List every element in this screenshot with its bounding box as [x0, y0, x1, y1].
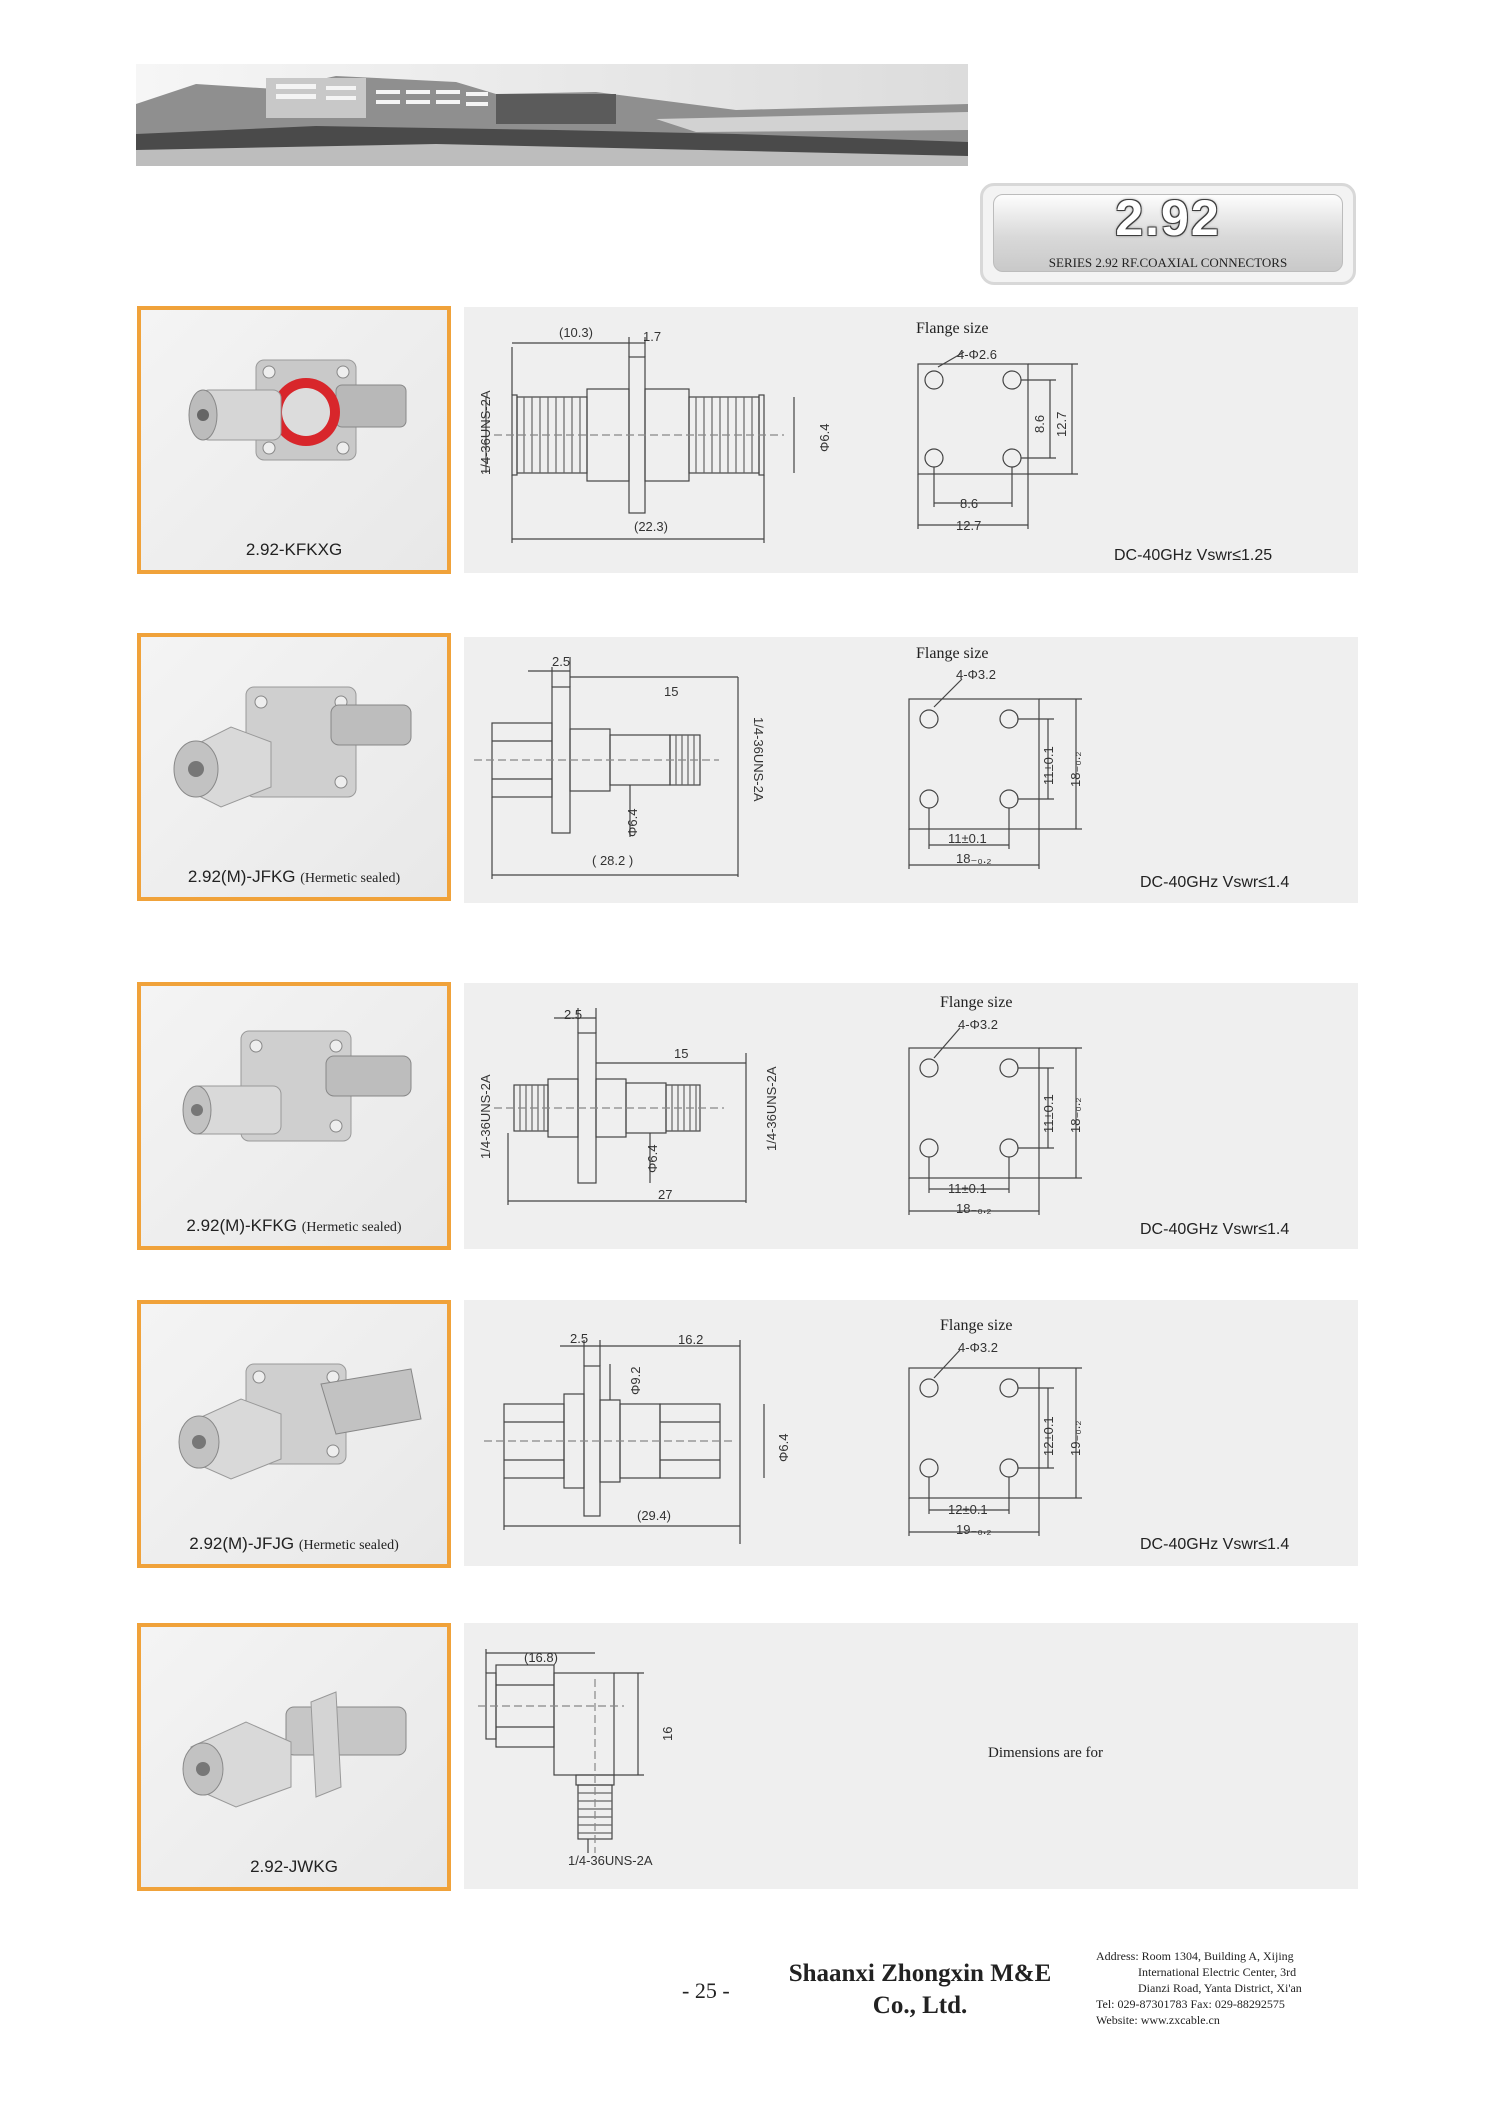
- connector-photo-icon: [161, 1647, 431, 1847]
- dim-inner-v: 8.6: [1032, 414, 1047, 433]
- connector-photo-icon: [161, 330, 431, 530]
- dim-outer-v: 19₋₀.₂: [1068, 1420, 1083, 1456]
- product-name-5: 2.92-JWKG: [250, 1857, 338, 1876]
- spec-text-3: DC-40GHz Vswr≤1.4: [1140, 1221, 1290, 1238]
- address-line-1: Address: Room 1304, Building A, Xijing: [1096, 1949, 1294, 1963]
- dim-d1: 2.5: [570, 1331, 589, 1346]
- dim-inner-v: 11±0.1: [1041, 746, 1056, 785]
- dim-d1: 2.5: [552, 654, 571, 669]
- dim-total: (22.3): [634, 519, 668, 534]
- drawing-panel-1: [464, 307, 1358, 573]
- dim-diameter: Φ6.4: [625, 808, 640, 837]
- sealed-note-3: (Hermetic sealed): [301, 1220, 402, 1235]
- company-line-2: Co., Ltd.: [872, 1992, 968, 2019]
- product-name-1: 2.92-KFKXG: [245, 540, 343, 559]
- dim-d2: 1.7: [643, 329, 662, 344]
- technical-drawing-5: [464, 1623, 1358, 1889]
- dim-total: (29.4): [637, 1508, 671, 1523]
- dim-thread: 1/4-36UNS-2A: [478, 390, 493, 475]
- drawing-panel-3: [464, 983, 1358, 1249]
- dim-thread: 1/4-36UNS-2A: [751, 717, 766, 802]
- drawing-panel-5: [464, 1623, 1358, 1889]
- dim-d1: 2.5: [564, 1007, 583, 1022]
- dim-d2: 15: [674, 1046, 689, 1061]
- connector-photo-icon: [161, 1324, 431, 1524]
- dim-diameter: Φ6.4: [817, 423, 832, 452]
- spec-text-1: DC-40GHz Vswr≤1.25: [1114, 547, 1273, 564]
- product-name-2: 2.92(M)-JFKG: [187, 867, 296, 886]
- flange-size-label: Flange size: [940, 1317, 1013, 1334]
- company-line-1: Shaanxi Zhongxin M&E: [788, 1960, 1052, 1987]
- dim-thread-right: 1/4-36UNS-2A: [764, 1066, 779, 1151]
- dim-holes: 4-Φ3.2: [956, 667, 997, 682]
- product-photo-3: [137, 982, 451, 1250]
- dim-inner-h: 8.6: [960, 496, 979, 511]
- spec-text-2: DC-40GHz Vswr≤1.4: [1140, 874, 1290, 891]
- address-line-3: Dianzi Road, Yanta District, Xi'an: [1138, 1981, 1302, 1995]
- dim-d1: (16.8): [524, 1650, 558, 1665]
- dim-inner-h: 11±0.1: [948, 831, 987, 846]
- series-subtitle: SERIES 2.92 RF.COAXIAL CONNECTORS: [1048, 255, 1288, 270]
- dim-d2: 15: [664, 684, 679, 699]
- spec-text-4: DC-40GHz Vswr≤1.4: [1140, 1536, 1290, 1553]
- dim-outer-h: 19₋₀.₂: [956, 1522, 992, 1537]
- dim-total: ( 28.2 ): [592, 853, 634, 868]
- technical-drawing-4: [464, 1300, 1358, 1566]
- dim-height: 16: [660, 1726, 675, 1741]
- page-number: - 25 -: [682, 1978, 730, 2003]
- flange-size-label: Flange size: [916, 645, 989, 662]
- connector-photo-icon: [161, 657, 431, 857]
- product-photo-2: [137, 633, 451, 901]
- dim-inner-v: 12±0.1: [1041, 1416, 1056, 1456]
- dim-diameter: Φ6.4: [645, 1144, 660, 1173]
- dim-inner-h: 11±0.1: [948, 1181, 987, 1196]
- dim-outer-v: 12.7: [1054, 411, 1069, 437]
- dim-thread: 1/4-36UNS-2A: [568, 1853, 653, 1868]
- dim-outer-h: 12.7: [956, 518, 982, 533]
- product-photo-5: [137, 1623, 451, 1891]
- product-name-4: 2.92(M)-JFJG: [189, 1534, 295, 1553]
- dimensions-note: Dimensions are for: [988, 1745, 1103, 1761]
- product-name-3: 2.92(M)-KFKG: [186, 1216, 297, 1235]
- dim-total: 27: [658, 1187, 673, 1202]
- dim-inner-v: 11±0.1: [1041, 1094, 1056, 1133]
- series-badge: [980, 183, 1356, 285]
- connector-photo-icon: [161, 1006, 431, 1206]
- dim-outer-h: 18₋₀.₂: [956, 851, 992, 866]
- dim-inner-h: 12±0.1: [948, 1502, 988, 1517]
- technical-drawing-1: [464, 307, 1358, 573]
- header-banner-image: [136, 64, 968, 166]
- technical-drawing-3: [464, 983, 1358, 1249]
- drawing-panel-2: [464, 637, 1358, 903]
- dim-diameter-2: Φ9.2: [628, 1366, 643, 1395]
- address-line-4: Tel: 029-87301783 Fax: 029-88292575: [1096, 1997, 1285, 2011]
- company-address: [1096, 1948, 1356, 2028]
- dim-outer-h: 18₋₀.₂: [956, 1201, 992, 1216]
- dim-d1: (10.3): [559, 325, 593, 340]
- address-line-5: Website: www.zxcable.cn: [1096, 2013, 1220, 2027]
- dim-thread-left: 1/4-36UNS-2A: [478, 1074, 493, 1159]
- drawing-panel-4: [464, 1300, 1358, 1566]
- flange-size-label: Flange size: [940, 994, 1013, 1011]
- product-photo-1: [137, 306, 451, 574]
- dim-outer-v: 18₋₀.₂: [1068, 1097, 1083, 1133]
- product-photo-4: [137, 1300, 451, 1568]
- dim-diameter: Φ6.4: [776, 1433, 791, 1462]
- dim-d2: 16.2: [678, 1332, 704, 1347]
- sealed-note-4: (Hermetic sealed): [298, 1538, 399, 1553]
- sealed-note-2: (Hermetic sealed): [300, 871, 401, 886]
- dim-holes: 4-Φ3.2: [958, 1340, 999, 1355]
- flange-size-label: Flange size: [916, 320, 989, 337]
- dim-holes: 4-Φ2.6: [957, 347, 998, 362]
- company-name: [760, 1958, 1080, 2022]
- address-line-2: International Electric Center, 3rd: [1138, 1965, 1297, 1979]
- dim-outer-v: 18₋₀.₂: [1068, 751, 1083, 787]
- dim-holes: 4-Φ3.2: [958, 1017, 999, 1032]
- series-title: 2.92: [1115, 190, 1221, 246]
